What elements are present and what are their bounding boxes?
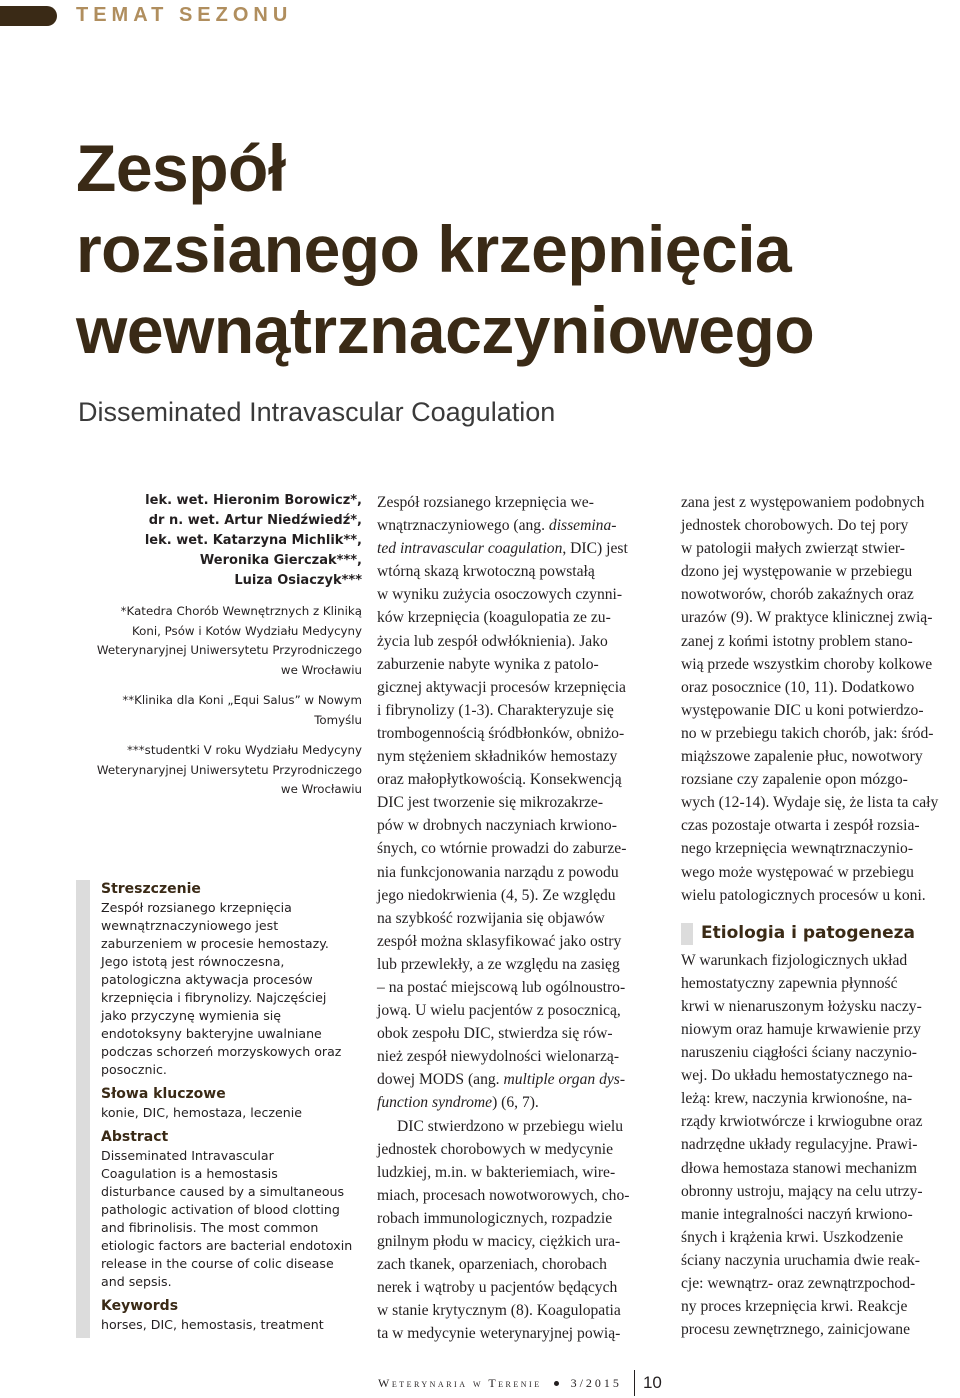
text-line: no w przebiegu takich chorób, jak: śród-	[681, 724, 934, 742]
affiliation-line: we Wrocławiu	[280, 782, 362, 796]
article-subtitle: Disseminated Intravascular Coagulation	[78, 397, 556, 427]
text-line: zaburzeniem w procesie hemostazy.	[101, 936, 329, 951]
abstract-heading: Abstract	[101, 1129, 169, 1145]
text-line: ny proces krzepnięcia krwi. Reakcje	[681, 1298, 908, 1316]
text-line: występowanie DIC u koni potwierdzo-	[681, 701, 924, 719]
keywords-text: horses, DIC, hemostasis, treatment	[101, 1317, 324, 1332]
text-line: obronny ustroju, mający na celu utrzy-	[681, 1182, 923, 1200]
streszczenie-text	[101, 899, 366, 1079]
text-line: Jego istotą jest równoczesna,	[101, 954, 285, 969]
title-line: rozsianego krzepnięcia	[76, 212, 792, 286]
text-line: function syndrome) (6, 7).	[377, 1094, 539, 1112]
slowa-kluczowe-heading: Słowa kluczowe	[101, 1086, 226, 1102]
text-line: oraz posocznice (10, 11). Dodatkowo	[681, 678, 915, 696]
text-line: wtórną skazą krwotoczną powstałą	[377, 563, 595, 581]
text-line: i fibrynolizy (1-3). Charakteryzuje się	[377, 701, 614, 719]
page-footer	[378, 1370, 662, 1396]
text-line: jego niedokrwienia (4, 5). Ze względu	[377, 886, 616, 904]
text-line: rządy krwiotwórcze i krwiogubne oraz	[681, 1113, 923, 1131]
section-heading-etiologia	[681, 921, 960, 947]
streszczenie-heading: Streszczenie	[101, 881, 201, 897]
journal-name: Weterynaria w Terenie	[378, 1375, 542, 1390]
text-line: dowej MODS (ang. multiple organ dys-	[377, 1071, 626, 1089]
text-line: jako przyczynę wymienia się	[101, 1008, 282, 1023]
text-line: naruszeniu ciągłości ściany naczynio-	[681, 1044, 917, 1062]
text-line: DIC stwierdzono w przebiegu wielu	[397, 1117, 624, 1135]
author-name: lek. wet. Hieronim Borowicz*,	[145, 493, 362, 508]
text-line: wej. Do układu hemostatycznego na-	[681, 1067, 913, 1085]
text-line: jednostek chorobowych w medycynie	[377, 1140, 614, 1158]
text-line: urazów (9). W praktyce klinicznej zwią-	[681, 609, 933, 627]
text-line: krzepnięcia i fibrynolizy. Najczęściej	[101, 990, 327, 1005]
text-line: and fibrinolisis. The most common	[101, 1220, 319, 1235]
text-line: na szybkość rozwijania się objawów	[377, 909, 605, 927]
authors-block	[80, 491, 362, 800]
abstract-side-bar	[76, 880, 90, 1338]
text-line: Disseminated Intravascular	[101, 1148, 274, 1163]
text-line: niowym oraz hamuje krwawienie przy	[681, 1020, 921, 1038]
author-name: Weronika Gierczak***,	[199, 553, 362, 568]
text-line: cje: wewnątrz- oraz zewnątrzpochod-	[681, 1275, 916, 1292]
body-column-right	[681, 491, 960, 1341]
text-line: wego może występować w przebiegu	[681, 863, 914, 881]
text-line: wych (12-14). Wydaje się, że lista ta cały	[681, 794, 939, 812]
text-line: w stanie krytycznym (8). Koagulopatia	[377, 1302, 621, 1320]
abstract-box	[76, 880, 366, 1340]
text-line: disturbance caused by a simultaneous	[101, 1184, 345, 1199]
text-line: robach immunologicznych, rozpadzie	[377, 1209, 613, 1227]
issue-number: 3/2015	[570, 1375, 622, 1390]
text-line: zespół można sklasyfikować jako ostry	[377, 932, 622, 950]
text-line: nież zespół niewydolności wielonarzą-	[377, 1048, 620, 1066]
text-line: wnątrznaczyniowego (ang. dissemina-	[377, 517, 617, 535]
keywords-heading: Keywords	[101, 1298, 179, 1314]
text-line: nia funkcjonowania narządu z powodu	[377, 863, 619, 881]
affiliation-line: Tomyślu	[314, 712, 362, 727]
section-label: TEMAT SEZONU	[76, 4, 293, 26]
author-name: Luiza Osiaczyk***	[234, 573, 362, 588]
affiliation-line: **Klinika dla Koni „Equi Salus” w Nowym	[122, 693, 362, 707]
footer-divider	[634, 1370, 635, 1396]
affiliation-line: Weterynaryjnej Uniwersytetu Przyrodniczego	[96, 762, 362, 777]
text-line: leżą: krew, naczynia krwionośne, na-	[681, 1090, 913, 1108]
affiliation-3	[80, 741, 362, 800]
text-line: śnych i krążenia krwi. Uszkodzenie	[681, 1228, 904, 1246]
author-name: lek. wet. Katarzyna Michlik**,	[144, 533, 362, 548]
text-line: rozsiane czy zapalenie opon mózgo-	[681, 771, 908, 789]
text-line: Zespół rozsianego krzepnięcia we-	[377, 494, 594, 511]
author-name: dr n. wet. Artur Niedźwiedź*,	[148, 513, 362, 528]
text-line: w patologii małych zwierząt stwier-	[681, 540, 905, 558]
author-names	[80, 491, 362, 591]
text-line: zanej z końmi istotny problem stano-	[681, 632, 913, 650]
text-line: pów w drobnych naczyniach krwiono-	[377, 817, 617, 835]
body-column-middle	[377, 491, 657, 1345]
text-line: pathologic activation of blood clotting	[101, 1202, 340, 1217]
text-line: wielu patologicznych procesów u koni.	[681, 886, 926, 904]
text-line: ściany naczynia uruchamia dwie reak-	[681, 1251, 920, 1269]
text-line: manie integralności naczyń krwiono-	[681, 1205, 913, 1223]
text-line: krwi w nienaruszonym łożysku naczy-	[681, 997, 922, 1015]
affiliation-line: Weterynaryjnej Uniwersytetu Przyrodniczego	[96, 643, 362, 657]
text-line: Zespół rozsianego krzepnięcia	[101, 900, 292, 915]
text-line: DIC jest tworzenie się mikrozakrze-	[377, 794, 604, 812]
title-line: Zespół	[76, 131, 286, 205]
abstract-text	[101, 1147, 366, 1291]
text-line: dłowa hemostaza stanowi mechanizm	[681, 1159, 917, 1177]
text-line: podczas schorzeń morzyskowych oraz	[101, 1044, 342, 1059]
text-line: lub przewlekły, a ze względu na zasięg	[377, 955, 620, 973]
text-line: W warunkach fizjologicznych układ	[681, 951, 908, 969]
page-number: 10	[642, 1373, 662, 1392]
affiliation-line: we Wrocławiu	[280, 662, 362, 677]
text-line: ludzkiej, m.in. w bakteriemiach, wire-	[377, 1163, 616, 1181]
text-line: dzono jej występowanie w przebiegu	[681, 563, 913, 581]
text-line: obok zespołu DIC, stwierdza się rów-	[377, 1025, 613, 1043]
text-line: zach tkanek, oparzeniach, chorobach	[377, 1256, 607, 1274]
text-line: nowotworów, chorób zakaźnych oraz	[681, 586, 914, 604]
text-line: etiologic factors are bacterial endotoxin	[101, 1238, 353, 1253]
title-line: wewnątrznaczyniowego	[76, 293, 815, 367]
section-marker-bar	[0, 6, 57, 26]
text-line: w wyniku zużycia osoczowych czynni-	[377, 586, 623, 604]
text-line: posocznic.	[101, 1062, 167, 1077]
text-line: Coagulation is a hemostasis	[101, 1166, 278, 1181]
slowa-kluczowe-text: konie, DIC, hemostaza, leczenie	[101, 1105, 303, 1120]
affiliation-line: ***studentki V roku Wydziału Medycyny	[126, 743, 362, 757]
text-line: trombogennością śródbłonków, obniżo-	[377, 724, 625, 742]
text-line: hemostatyczny zapewnia płynność	[681, 974, 898, 992]
text-line: jednostek chorobowych. Do tej pory	[681, 517, 909, 535]
affiliation-2	[80, 691, 362, 730]
text-line: – na postać miejscową lub ogólnoustro-	[377, 978, 626, 996]
text-line: wią przede wszystkim choroby kolkowe	[681, 655, 933, 673]
text-line: endotoksyny bakteryjne uwalniane	[101, 1026, 322, 1041]
text-line: gicznej aktywacji procesów krzepnięcia	[377, 678, 626, 696]
article-title	[76, 128, 946, 371]
affiliation-line: Koni, Psów i Kotów Wydziału Medycyny	[132, 623, 362, 638]
text-line: nego krzepnięcia wewnątrznaczynio-	[681, 840, 914, 858]
text-line: release in the course of colic disease	[101, 1256, 334, 1271]
text-line: miąższowe zapalenie płuc, nowotwory	[681, 748, 923, 766]
text-line: miach, procesach nowotworowych, cho-	[377, 1186, 630, 1204]
text-line: czas pozostaje otwarta i zespół rozsia-	[681, 817, 920, 835]
text-line: nerek i wątroby u pacjentów będących	[377, 1279, 618, 1297]
text-line: jową. U wielu pacjentów z posocznicą,	[377, 1002, 621, 1020]
text-line: ków krzepnięcia (koagulopatia ze zu-	[377, 609, 611, 627]
text-line: wewnątrznaczyniowego jest	[101, 918, 279, 933]
text-line: oraz małopłytkowością. Konsekwencją	[377, 771, 622, 789]
abstract-content	[101, 880, 366, 1340]
text-line: zana jest z występowaniem podobnych	[681, 494, 925, 511]
text-line: zaburzenie nabyte wynika z patolo-	[377, 655, 599, 673]
text-line: nadrzędne układy regulacyjne. Prawi-	[681, 1136, 918, 1154]
text-line: procesu zewnętrznego, zainicjowane	[681, 1321, 911, 1339]
affiliation-line: *Katedra Chorób Wewnętrznych z Kliniką	[120, 604, 362, 618]
bullet-icon	[554, 1381, 559, 1386]
text-line: gnilnym płodu w macicy, ciężkich ura-	[377, 1233, 621, 1250]
text-line: ted intravascular coagulation, DIC) jest	[377, 540, 628, 558]
text-line: życia lub zespół odwłóknienia). Jako	[377, 632, 608, 650]
text-line: nym stężeniem składników hemostazy	[377, 748, 618, 766]
affiliation-1	[80, 602, 362, 680]
text-line: śnych, co wtórnie prowadzi do zaburze-	[377, 840, 627, 858]
text-line: patologiczna aktywacja procesów	[101, 972, 313, 987]
section-heading-marker	[681, 923, 693, 945]
text-line: ta w medycynie weterynaryjnej powią-	[377, 1325, 621, 1343]
text-line: and sepsis.	[101, 1274, 172, 1289]
section-heading-text: Etiologia i patogeneza	[701, 923, 916, 944]
